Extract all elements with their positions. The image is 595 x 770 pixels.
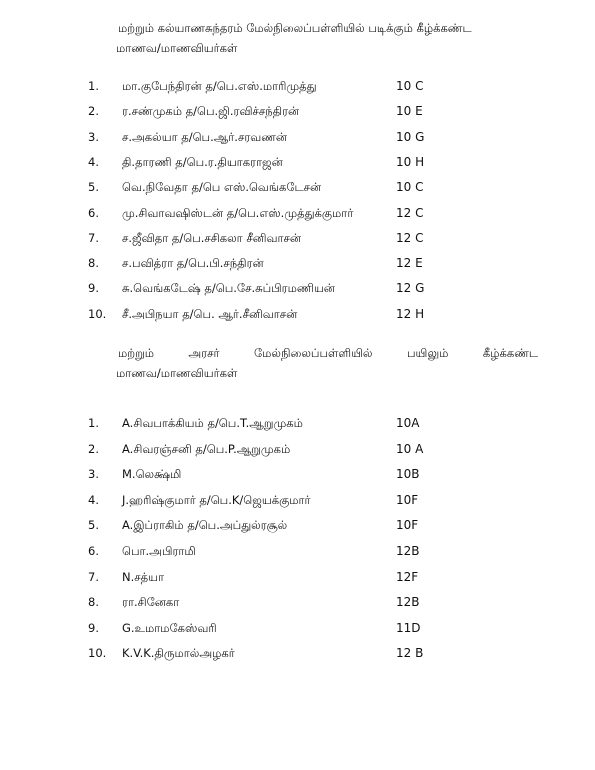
student-class: 12 C — [396, 230, 424, 245]
student-number: 10. — [88, 306, 107, 321]
student-row — [88, 467, 528, 487]
student-name: G.உமாமகேஸ்வரி — [122, 620, 217, 635]
student-class: 12 E — [396, 256, 423, 271]
section2-heading-word: கீழ்க்கண்ட — [482, 346, 538, 360]
student-name: ச.பவித்ரா த/பெ.பி.சந்திரன் — [122, 256, 264, 271]
student-class: 10F — [396, 492, 419, 507]
student-name: J.ஹரிஷ்குமார் த/பெ.K/ஜெயக்குமார் — [122, 492, 311, 507]
student-row — [88, 595, 528, 615]
student-class: 12F — [396, 569, 419, 584]
student-class: 10 C — [396, 180, 424, 195]
student-class: 10F — [396, 518, 419, 533]
student-name: மு.சிவாவஷிஸ்டன் த/பெ.எஸ்.முத்துக்குமார் — [122, 205, 354, 220]
student-class: 10B — [396, 467, 420, 482]
student-row — [88, 155, 528, 175]
student-number: 1. — [88, 416, 99, 430]
student-name: K.V.K.திருமால்அழகர் — [122, 646, 235, 661]
student-number: 2. — [88, 104, 99, 119]
student-row — [88, 621, 528, 641]
student-class: 12 H — [396, 306, 425, 321]
student-row — [88, 544, 528, 564]
student-row — [88, 646, 528, 666]
student-number: 9. — [88, 281, 99, 296]
student-number: 2. — [88, 441, 99, 456]
student-class: 11D — [396, 620, 421, 635]
student-name: N.சத்யா — [122, 569, 164, 584]
student-class: 12B — [396, 544, 420, 558]
student-name: ச.ஜீவிதா த/பெ.சசிகலா சீனிவாசன் — [122, 230, 302, 245]
student-row — [88, 416, 528, 436]
student-name: ர.சண்முகம் த/பெ.ஜி.ரவிச்சந்திரன் — [122, 104, 300, 119]
student-row — [88, 180, 528, 200]
section1-heading-line2: மாணவ/மாணவியர்கள் — [116, 41, 238, 55]
student-class: 12 G — [396, 281, 425, 296]
student-name: A.சிவரஞ்சனி த/பெ.P.ஆறுமுகம் — [122, 441, 291, 456]
student-number: 5. — [88, 180, 99, 195]
student-class: 10 E — [396, 104, 423, 119]
section2-heading-line2: மாணவ/மாணவியர்கள் — [116, 366, 238, 380]
student-name: மா.குபேந்திரன் த/பெ.எஸ்.மாரிமுத்து — [122, 79, 317, 93]
student-name: வெ.நிவேதா த/பெ எஸ்.வெங்கடேசன் — [122, 180, 322, 195]
student-number: 7. — [88, 230, 99, 245]
student-row — [88, 79, 528, 99]
section2-heading — [116, 343, 538, 383]
student-class: 10 C — [396, 79, 424, 93]
student-number: 8. — [88, 595, 99, 610]
student-row — [88, 104, 528, 124]
section2-heading-line1 — [118, 343, 538, 363]
student-row — [88, 518, 528, 538]
student-row — [88, 281, 528, 301]
student-row — [88, 570, 528, 590]
student-number: 9. — [88, 620, 99, 635]
student-row — [88, 130, 528, 150]
student-row — [88, 307, 528, 327]
student-row — [88, 206, 528, 226]
student-name: ரா.சினேகா — [122, 595, 180, 610]
section1-heading — [118, 18, 518, 58]
section2-heading-word: பயிலும் — [406, 346, 449, 360]
student-number: 3. — [88, 129, 99, 144]
student-row — [88, 442, 528, 462]
student-name: பொ.அபிராமி — [122, 544, 196, 558]
student-number: 10. — [88, 646, 107, 661]
student-row — [88, 493, 528, 513]
section2-heading-word: மற்றும் — [118, 346, 154, 360]
student-class: 10A — [396, 416, 420, 430]
student-number: 5. — [88, 518, 99, 533]
student-name: ச.அகல்யா த/பெ.ஆர்.சரவணன் — [122, 129, 288, 144]
student-number: 4. — [88, 492, 99, 507]
student-class: 12 B — [396, 646, 424, 661]
student-number: 3. — [88, 467, 99, 482]
student-number: 6. — [88, 205, 99, 220]
student-class: 10 H — [396, 154, 425, 169]
student-number: 4. — [88, 154, 99, 169]
student-name: M.லெக்ஷ்மி — [122, 467, 182, 482]
student-number: 8. — [88, 256, 99, 271]
student-class: 10 A — [396, 441, 424, 456]
student-name: A.இப்ராகிம் த/பெ.அப்துல்ரசூல் — [122, 518, 288, 533]
student-number: 1. — [88, 79, 99, 93]
section2-heading-word: மேல்நிலைப்பள்ளியில் — [254, 346, 373, 360]
student-name: சீ.அபிநயா த/பெ. ஆர்.சீனிவாசன் — [122, 306, 298, 321]
student-number: 7. — [88, 569, 99, 584]
student-row — [88, 256, 528, 276]
student-class: 12 C — [396, 205, 424, 220]
student-class: 12B — [396, 595, 420, 610]
student-row — [88, 231, 528, 251]
student-name: தி.தாரணி த/பெ.ர.தியாகராஜன் — [122, 154, 283, 169]
student-name: சு.வெங்கடேஷ் த/பெ.சே.சுப்பிரமணியன் — [122, 281, 335, 296]
student-name: A.சிவபாக்கியம் த/பெ.T.ஆறுமுகம் — [122, 416, 303, 430]
student-class: 10 G — [396, 129, 425, 144]
section2-heading-word: அரசர் — [188, 346, 220, 360]
student-number: 6. — [88, 544, 99, 558]
section1-heading-line1: மற்றும் கல்யாணசுந்தரம் மேல்நிலைப்பள்ளியில் படிக்கும் கீழ்க்கண்ட — [118, 21, 472, 35]
